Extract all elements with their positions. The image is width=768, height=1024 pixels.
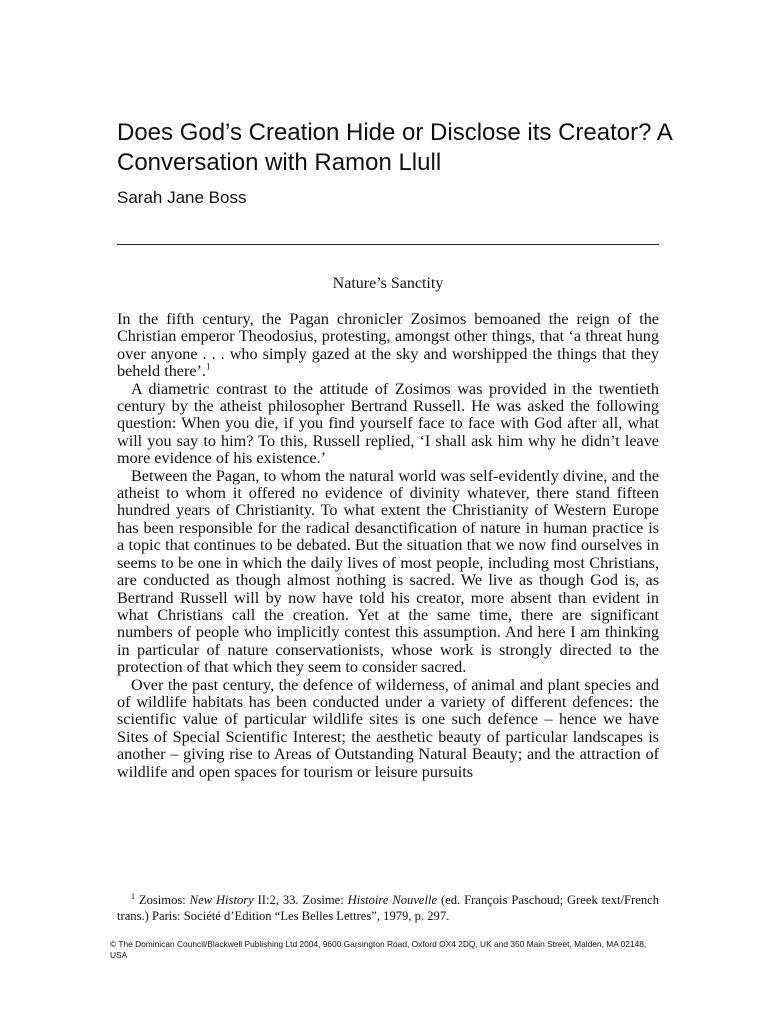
copyright-icon: © <box>110 939 117 949</box>
footnote-title-histoire-nouvelle: Histoire Nouvelle <box>347 893 438 907</box>
section-heading: Nature’s Sanctity <box>332 275 444 292</box>
copyright-text: The Dominican Council/Blackwell Publishing Ltd 2004, 9600 Garsington Road, Oxford OX4 2DQ, UK and 350 Main Street, Malden, MA 02148, USA <box>110 939 647 960</box>
footnote-text-c: (ed. François Paschoud; Greek text/French trans.) Paris: Société d’Edition “Les Belles Lettres”, 1979, p. 297. <box>117 893 660 923</box>
footnote-text-a: Zosimos: <box>138 893 190 907</box>
paragraph-4: Over the past century, the defence of wilderness, of animal and plant species and of wildlife habitats has been conducted under a variety of different defences: the scientific value of particular wildlife sites is one such defence – hence we have Sites of Special Scientific Interest; the aesthetic beauty of particular landscapes is another – giving rise to Areas of Outstanding Natural Beauty; and the attraction of wildlife and open spaces for tourism or leisure pursuits <box>117 675 659 781</box>
article-title: Does God’s Creation Hide or Disclose its Creator? A Conversation with Ramon Llull <box>117 119 672 176</box>
paragraph-3: Between the Pagan, to whom the natural world was self-evidently divine, and the atheist to whom it offered no evidence of divinity whatever, there stand fifteen hundred years of Christianity. To what extent the Christianity of Western Europe has been responsible for the radical desanctification of nature in human practice is a topic that continues to be debated. But the situation that we now find ourselves in seems to be one in which the daily lives of most people, including most Christians, are conducted as though almost nothing is sacred. We live as though God is, as Bertrand Russell will by now have told his creator, more absent than evident in what Christians call the creation. Yet at the same time, there are significant numbers of people who implicitly contest this assumption. And here I am thinking in particular of nature conservationists, whose work is strongly directed to the protection of that which they seem to consider sacred. <box>117 466 659 677</box>
paragraph-2: A diametric contrast to the attitude of Zosimos was provided in the twentieth century by the atheist philosopher Bertrand Russell. He was asked the following question: When you die, if you find yourself face to face with God after all, what will you say to him? To this, Russell replied, ‘I shall ask him why he didn’t leave more evidence of his existence.’ <box>117 379 659 468</box>
copyright-notice <box>110 939 665 961</box>
footnote <box>117 892 659 924</box>
footnote-reference: 1 <box>205 361 211 372</box>
article-author: Sarah Jane Boss <box>117 188 247 207</box>
footnote-title-new-history: New History <box>189 893 254 907</box>
paragraph-1 <box>117 311 659 381</box>
footnote-text-b: II:2, 33. Zosime: <box>253 893 348 907</box>
title-divider <box>117 244 659 245</box>
article-body <box>117 311 659 781</box>
footnote-number: 1 <box>131 891 135 901</box>
paragraph-1-text: In the fifth century, the Pagan chronicler Zosimos bemoaned the reign of the Christian emperor Theodosius, protesting, amongst other things, that ‘a threat hung over anyone . . . who simply gazed at the sky and worshipped the things that they beheld there’. <box>117 310 659 381</box>
